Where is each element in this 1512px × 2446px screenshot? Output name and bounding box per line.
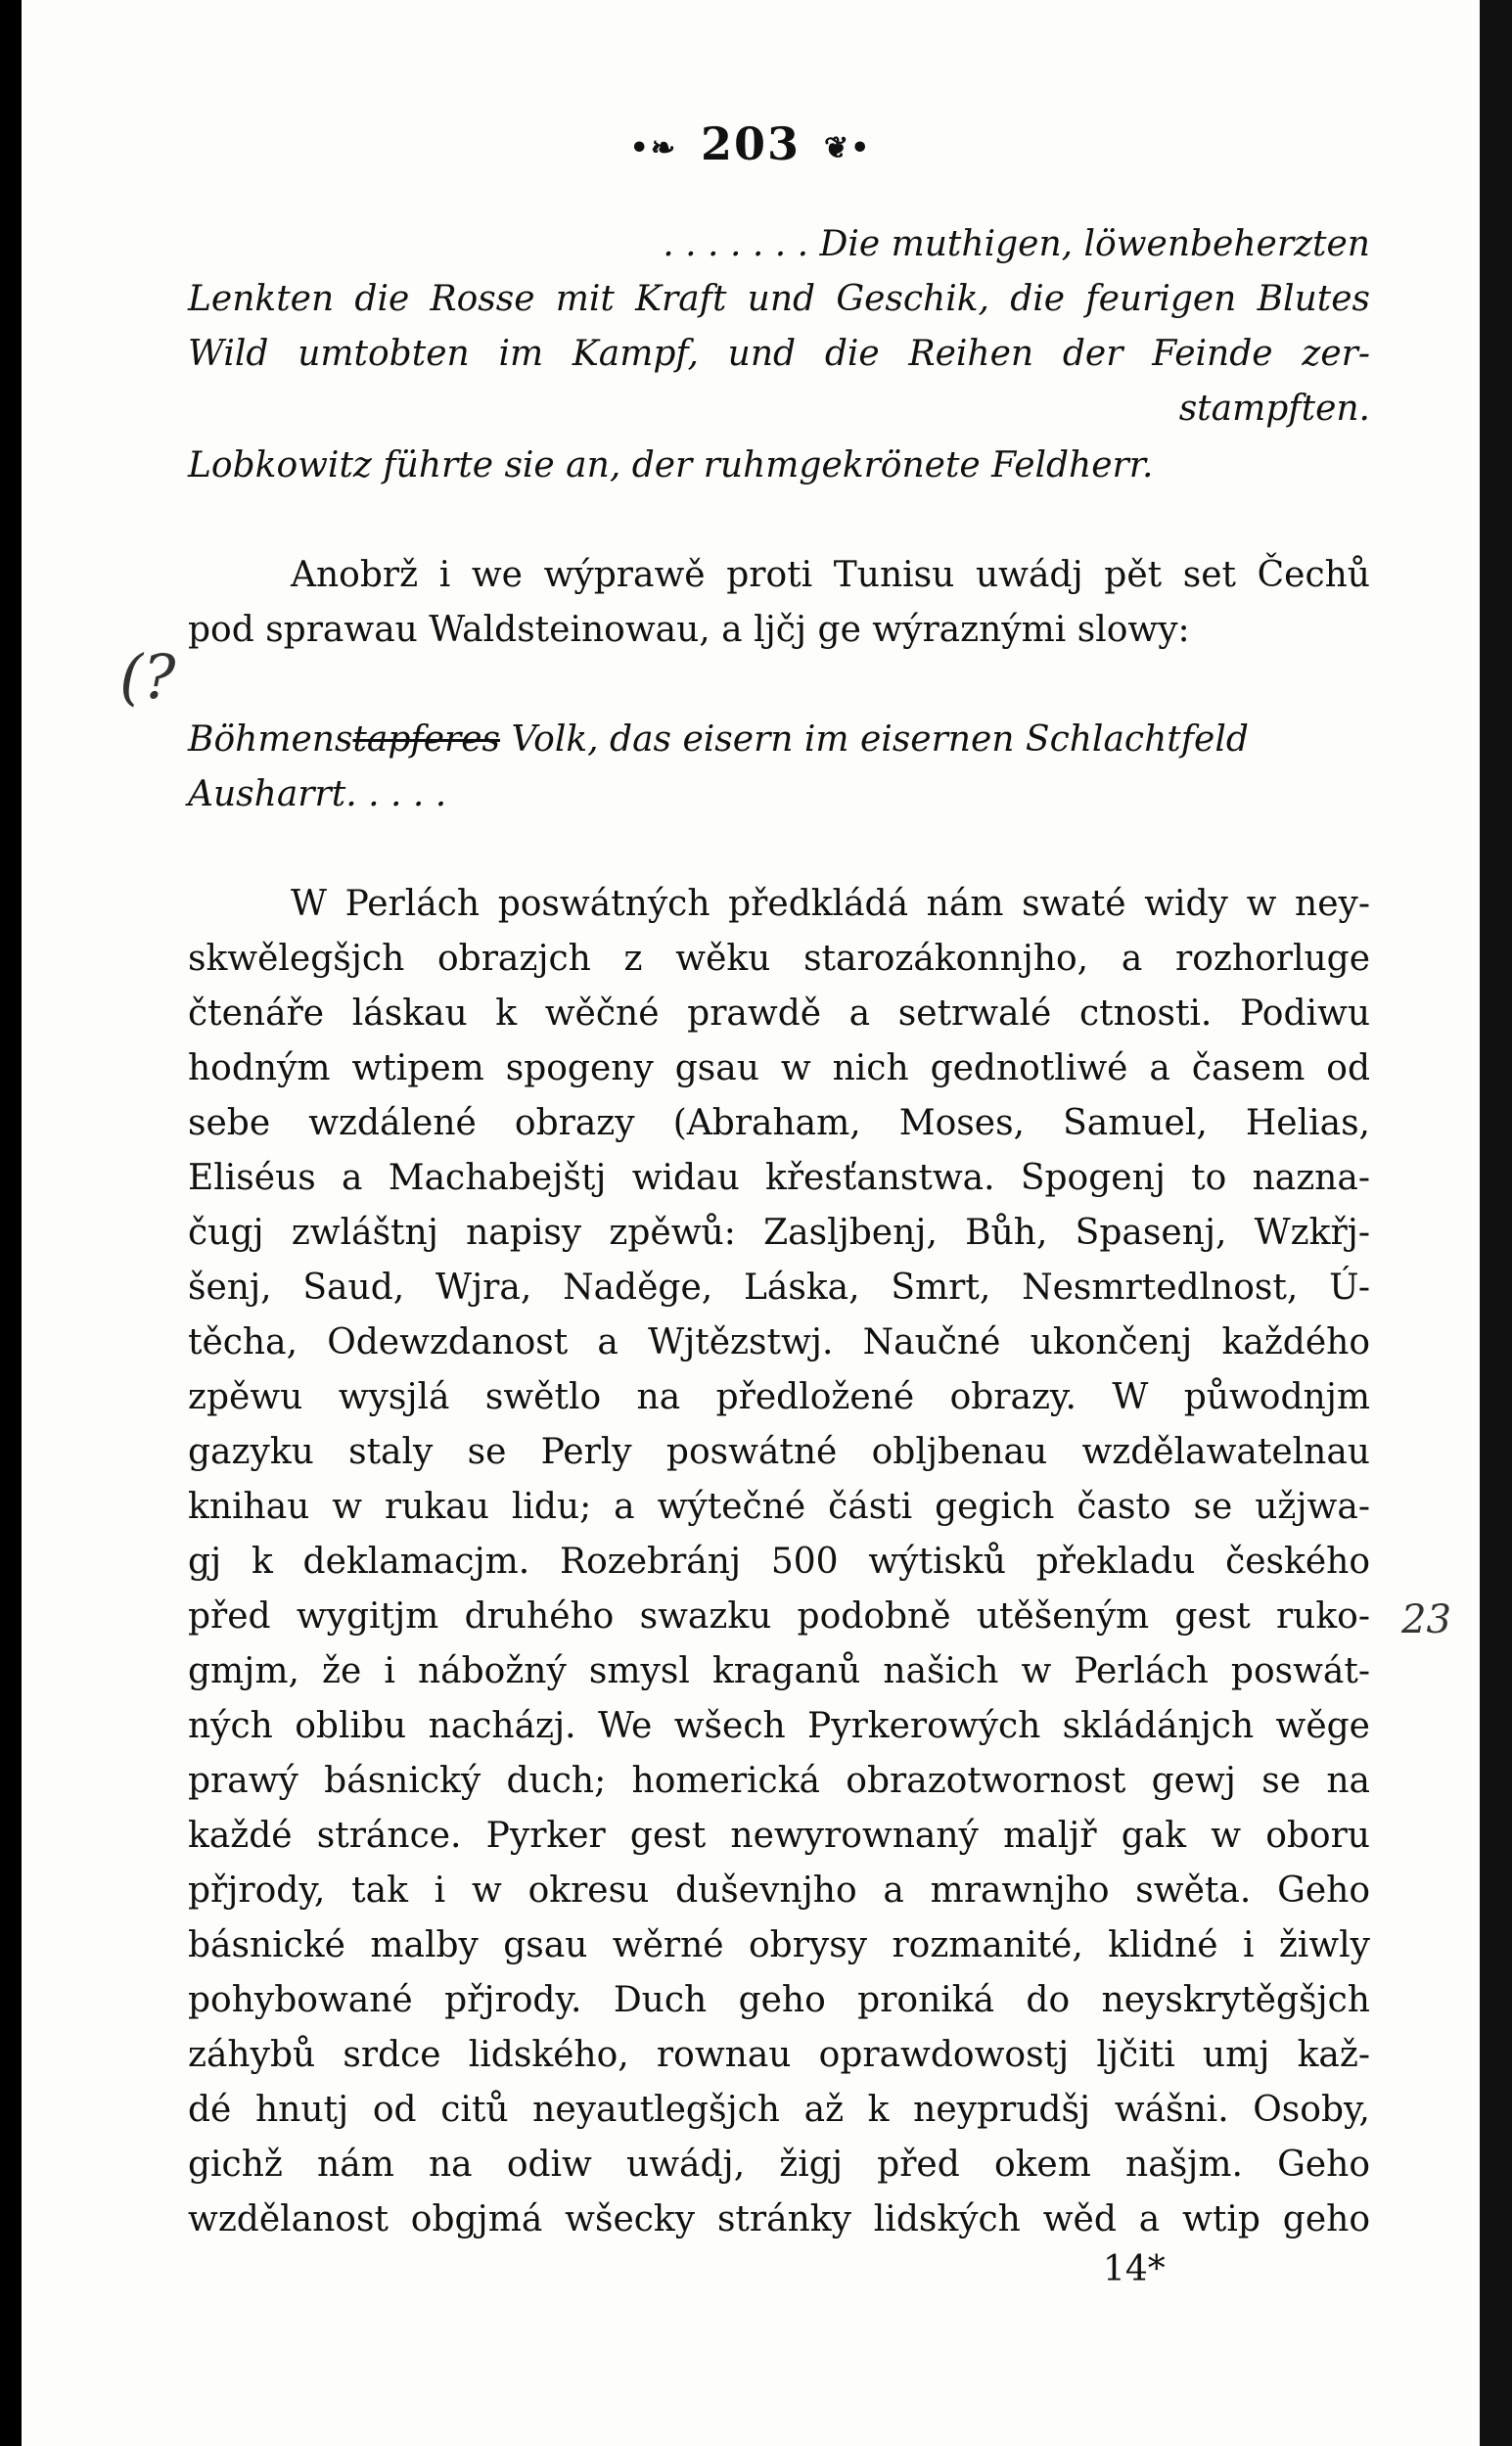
para2-line: prawý básnický duch; homerická obrazotwornost gewj se na (188, 1761, 1370, 1801)
ornament-left: •❧ (629, 130, 677, 165)
quote1-line: Lobkowitz führte sie an, der ruhmgekrönete Feldherr. (188, 445, 1154, 485)
quote1-line: Wild umtobten im Kampf, und die Reihen der Feinde zer- (188, 334, 1370, 374)
para2-line: gazyku staly se Perly poswátné obljbenau wzdělawatelnau (188, 1432, 1370, 1472)
para2-line: zpěwu wysjlá swětlo na předložené obrazy. W půwodnjm (188, 1377, 1370, 1417)
handwritten-question-mark: (? (119, 641, 176, 713)
para2-line: hodným wtipem spogeny gsau w nich gednotliwé a časem od (188, 1048, 1370, 1088)
page-header (22, 117, 1480, 170)
quote2-line (188, 713, 1370, 767)
para2-line: ných oblibu nacházj. We wšech Pyrkerowých skládánjch wěge (188, 1706, 1370, 1746)
para2-line: čugj zwláštnj napisy zpěwů: Zasljbenj, Bůh, Spasenj, Wzkřj- (188, 1213, 1370, 1253)
para2-line: čtenáře láskau k wěčné prawdě a setrwalé ctnosti. Podiwu (188, 993, 1370, 1034)
para2-line: sebe wzdálené obrazy (Abraham, Moses, Samuel, Helias, (188, 1103, 1370, 1143)
para2-line: každé stránce. Pyrker gest newyrownaný maljř gak w oboru (188, 1816, 1370, 1856)
handwritten-margin-number: 23 (1401, 1597, 1451, 1642)
para2-line: wzdělanost obgjmá wšecky stránky lidských wěd a wtip geho (188, 2199, 1370, 2239)
para2-line: knihau w rukau lidu; a wýtečné části gegich často se užjwa- (188, 1487, 1370, 1527)
para2-line: šenj, Saud, Wjra, Naděge, Láska, Smrt, Nesmrtedlnost, Ú- (188, 1268, 1370, 1308)
para2-line: dé hnutj od citů neyautlegšjch až k neyprudšj wášni. Osoby, (188, 2090, 1370, 2130)
para2-line: gj k deklamacjm. Rozebránj 500 wýtisků překladu českého (188, 1542, 1370, 1582)
para2-line: gmjm, že i nábožný smysl kraganů našich w Perlách poswát- (188, 1651, 1370, 1691)
para2-line: Eliséus a Machabejštj widau křesťanstwa. Spogenj to nazna- (188, 1158, 1370, 1198)
quote1-line: Lenkten die Rosse mit Kraft und Geschik, die feurigen Blutes (188, 279, 1370, 319)
page-number: 203 (700, 117, 802, 170)
quote1-line: . . . . . . . Die muthigen, löwenbeherzten (663, 224, 1370, 264)
para2-line: pohybowané přjrody. Duch geho proniká do neyskrytěgšjch (188, 1980, 1370, 2020)
para2-line: básnické malby gsau wěrné obrysy rozmanité, klidné i žiwly (188, 1925, 1370, 1965)
quote2-line: Ausharrt. . . . . (188, 774, 447, 814)
struck-word: tapferes (352, 719, 501, 760)
para1-line: pod sprawau Waldsteinowau, a ljčj ge wýraznými slowy: (188, 610, 1190, 650)
para2-line: přjrody, tak i w okresu duševnjho a mrawnjho swěta. Geho (188, 1870, 1370, 1911)
para1-line: Anobrž i we wýprawě proti Tunisu uwádj pět set Čechů (291, 555, 1370, 595)
signature-mark: 14* (1103, 2249, 1166, 2289)
para2-line: těcha, Odewzdanost a Wjtězstwj. Naučné ukončenj každého (188, 1322, 1370, 1362)
para2-line: W Perlách poswátných předkládá nám swaté widy w ney- (291, 884, 1370, 924)
quote2-rest: Volk, das eisern im eisernen Schlachtfeld (500, 719, 1249, 760)
para2-line: skwělegšjch obrazjch z wěku starozákonnjho, a rozhorluge (188, 939, 1370, 979)
ornament-right: ❦• (824, 130, 872, 165)
quote1-line: stampften. (1178, 389, 1370, 429)
para2-line: záhybů srdce lidského, rownau oprawdowostj ljčiti umj kaž- (188, 2035, 1370, 2075)
quote2-word-start: Böhmens (188, 719, 353, 760)
para2-line: gichž nám na odiw uwádj, žigj před okem našjm. Geho (188, 2145, 1370, 2185)
page-edge-shadow (1480, 0, 1512, 2446)
para2-line: před wygitjm druhého swazku podobně utěšeným gest ruko- (188, 1596, 1370, 1637)
book-page (22, 0, 1480, 2446)
